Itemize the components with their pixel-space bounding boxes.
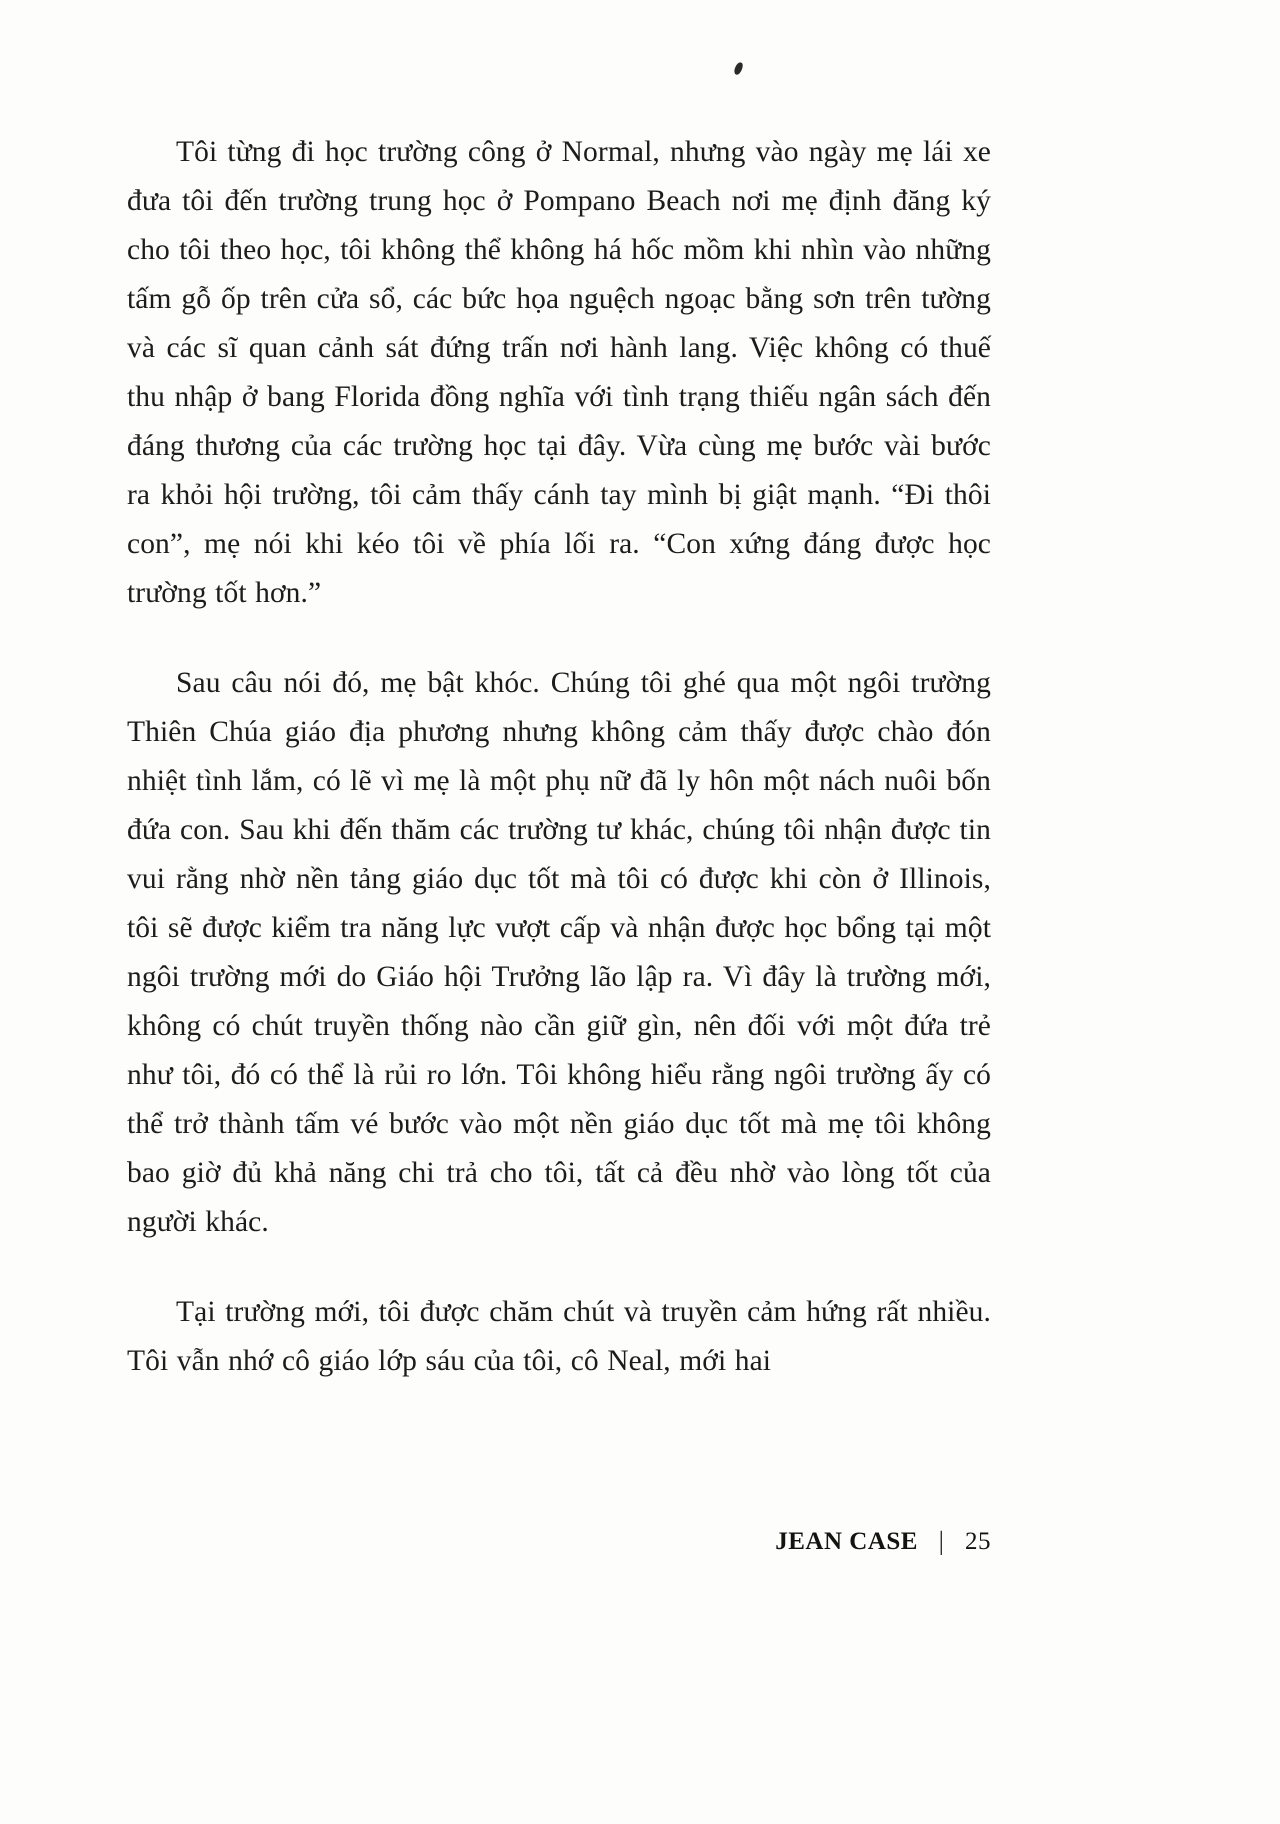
page-number: 25 [965,1528,991,1555]
paragraph-1: Tôi từng đi học trường công ở Normal, nhưng vào ngày mẹ lái xe đưa tôi đến trường trung học ở Pompano Beach nơi mẹ định đăng ký cho tôi theo học, tôi không thể không há hốc mồm khi nhìn vào những tấm gỗ ốp trên cửa sổ, các bức họa nguệch ngoạc bằng sơn trên tường và các sĩ quan cảnh sát đứng trấn nơi hành lang. Việc không có thuế thu nhập ở bang Florida đồng nghĩa với tình trạng thiếu ngân sách đến đáng thương của các trường học tại đây. Vừa cùng mẹ bước vài bước ra khỏi hội trường, tôi cảm thấy cánh tay mình bị giật mạnh. “Đi thôi con”, mẹ nói khi kéo tôi về phía lối ra. “Con xứng đáng được học trường tốt hơn.” [127,136,991,609]
footer-separator: | [938,1527,945,1556]
ink-speck-mark [733,61,744,76]
paragraph-2: Sau câu nói đó, mẹ bật khóc. Chúng tôi ghé qua một ngôi trường Thiên Chúa giáo địa phương nhưng không cảm thấy được chào đón nhiệt tình lắm, có lẽ vì mẹ là một phụ nữ đã ly hôn một nách nuôi bốn đứa con. Sau khi đến thăm các trường tư khác, chúng tôi nhận được tin vui rằng nhờ nền tảng giáo dục tốt mà tôi có được khi còn ở Illinois, tôi sẽ được kiểm tra năng lực vượt cấp và nhận được học bổng tại một ngôi trường mới do Giáo hội Trưởng lão lập ra. Vì đây là trường mới, không có chút truyền thống nào cần giữ gìn, nên đối với một đứa trẻ như tôi, đó có thể là rủi ro lớn. Tôi không hiểu rằng ngôi trường ấy có thể trở thành tấm vé bước vào một nền giáo dục tốt mà mẹ tôi không bao giờ đủ khả năng chi trả cho tôi, tất cả đều nhờ vào lòng tốt của người khác. [127,667,991,1238]
page-footer [775,1528,991,1556]
paragraph-3: Tại trường mới, tôi được chăm chút và truyền cảm hứng rất nhiều. Tôi vẫn nhớ cô giáo lớp sáu của tôi, cô Neal, mới hai [127,1296,991,1377]
page-text-block [127,128,991,1427]
running-footer-author: JEAN CASE [775,1528,918,1555]
